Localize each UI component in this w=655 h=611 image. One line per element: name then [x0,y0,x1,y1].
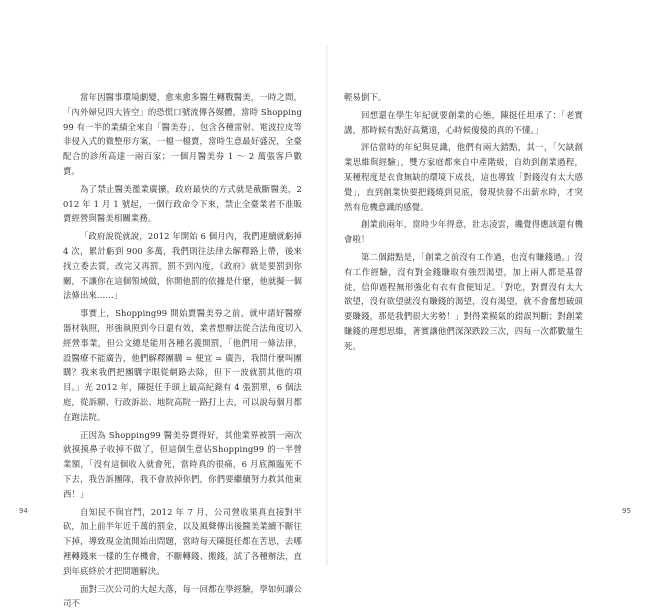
right-paragraph-2: 回想還在學生年紀就要創業的心態，陳挺任坦承了：「老實講，那時候有點好高騖遠，心時候傻傻的真的不懂。」 [344,108,583,138]
left-paragraph-6: 自知民不與官鬥，2012 年 7 月，公司營收果真直接對半砍，加上前半年近千萬的罰金，以及風聲傳出後醫美業續不斷往下掉，導致現金流開始出問題，當時每天陳挺任都在苦思，去哪裡轉錢來一樣的生存機會，不斷轉錢、搬錢，試了各種辦法，直到年底終於才把問題解決。 [63,505,302,579]
left-paragraph-4: 事實上，Shopping99 開始賣醫美券之前，就申請好醫療器材執照，形強執照到今日還有效，業者想辦法從合法角度切入經營事業，但公文總是能用各種名義開罰，「他們用一條法律，設醫療不能廣告，他們解釋團購 = 便宜 = 廣告，我問什麼叫團購？我來我們把團購字眼從網路去除，但下一波就罰其他的項目。」光 2012 年，陳挺任手頭上最高紀錄有 4 張罰單，6 個法庭，從訴願、行政訴訟、地院高院一路打上去，可以說每個月都在跑法院。 [63,306,302,424]
right-paragraph-3: 評估當時的年紀與見識，他們有兩大錯點，其一，「欠缺創業思維與經驗」，雙方家庭都來自中產階級，自幼到創業過程，某種程度是衣食無缺的環境下成長，這也導致「對錢沒有太大感覺」，直到創業快要把錢燒到見底，發現快發不出薪水時，才突然有危機意識的感覺。 [344,140,583,214]
right-page [344,90,583,520]
left-paragraph-7: 面對三次公司的大起大落，每一回都在學經驗，學如何讓公司不 [63,582,302,611]
left-paragraph-2: 為了禁止醫美濫業廣擴，政府最快的方式就是截斷醫美，2012 年 1 月 1 號起，一個行政命令下來，禁止全臺業者不准販賣經營與醫美相關業務。 [63,182,302,226]
left-page-number: 94 [19,507,28,515]
right-page-number: 95 [622,507,631,515]
right-paragraph-1: 輕易倒下。 [344,90,583,105]
left-page [63,90,302,520]
left-paragraph-5: 正因為 Shopping99 醫美券賣得好，其他業界被罰一兩次就摸摸鼻子收掉不做了，但這個生意佔Shopping99 的一半營業額，「沒有這個收入就會死，當時真的很痛，6 月底瀕臨死不下去，我告訴團隊，我不會放掉你們，你們要繼續努力救其他東西！」 [63,428,302,502]
right-paragraph-5: 第二個錯點是，「創業之前沒有工作過，也沒有賺錢過。」沒有工作經驗，沒有對金錢賺取有強烈渴望，加上兩人都是基督徒，信仰過程無形強化有衣有食便知足。「對吃，對賣沒有太大欲望，沒有欲望就沒有賺錢的渴望，沒有渴望，就不會奮想破頭要賺錢，那是我們很大劣勢！」對得業模氣的錯誤判斷；對創業賺錢的理想思維，著實讓他們深深跌跤三次，四每一次都數量生死。 [344,250,583,354]
page-gutter [326,46,328,566]
left-paragraph-3: 「政府說從就說，2012 年開始 6 個月內，我們連續就虧掉 4 次，累計虧到 900 多萬，我們則往法律去解釋路上帶，後來找立委去質，改完又再罰，罰不到內度，《政府》就是要罰到你關，不讓你在這個領域做，你開他罰的依據是什麼，他就擬一個法條出來……」 [63,229,302,303]
left-paragraph-1: 當年因醫事環境劇變，愈來愈多醫生轉戰醫美，一時之間，「內外婦兒四大皆空」的恐慌口號流傳各媒體，當時 Shopping99 有一半的業績全來自「醫美券」，包含各種雷射、電波拉皮等非侵入式的微整形方案，一檔一檔賣，當時生意最好盛況，全臺配合的診所高達一兩百家；一個月醫美券 1 ～ 2 萬張客戶數賣。 [63,90,302,179]
right-paragraph-4: 創業前兩年，當時少年得意，壯志凌雲，纔覺得應該還有機會啦！ [344,217,583,247]
